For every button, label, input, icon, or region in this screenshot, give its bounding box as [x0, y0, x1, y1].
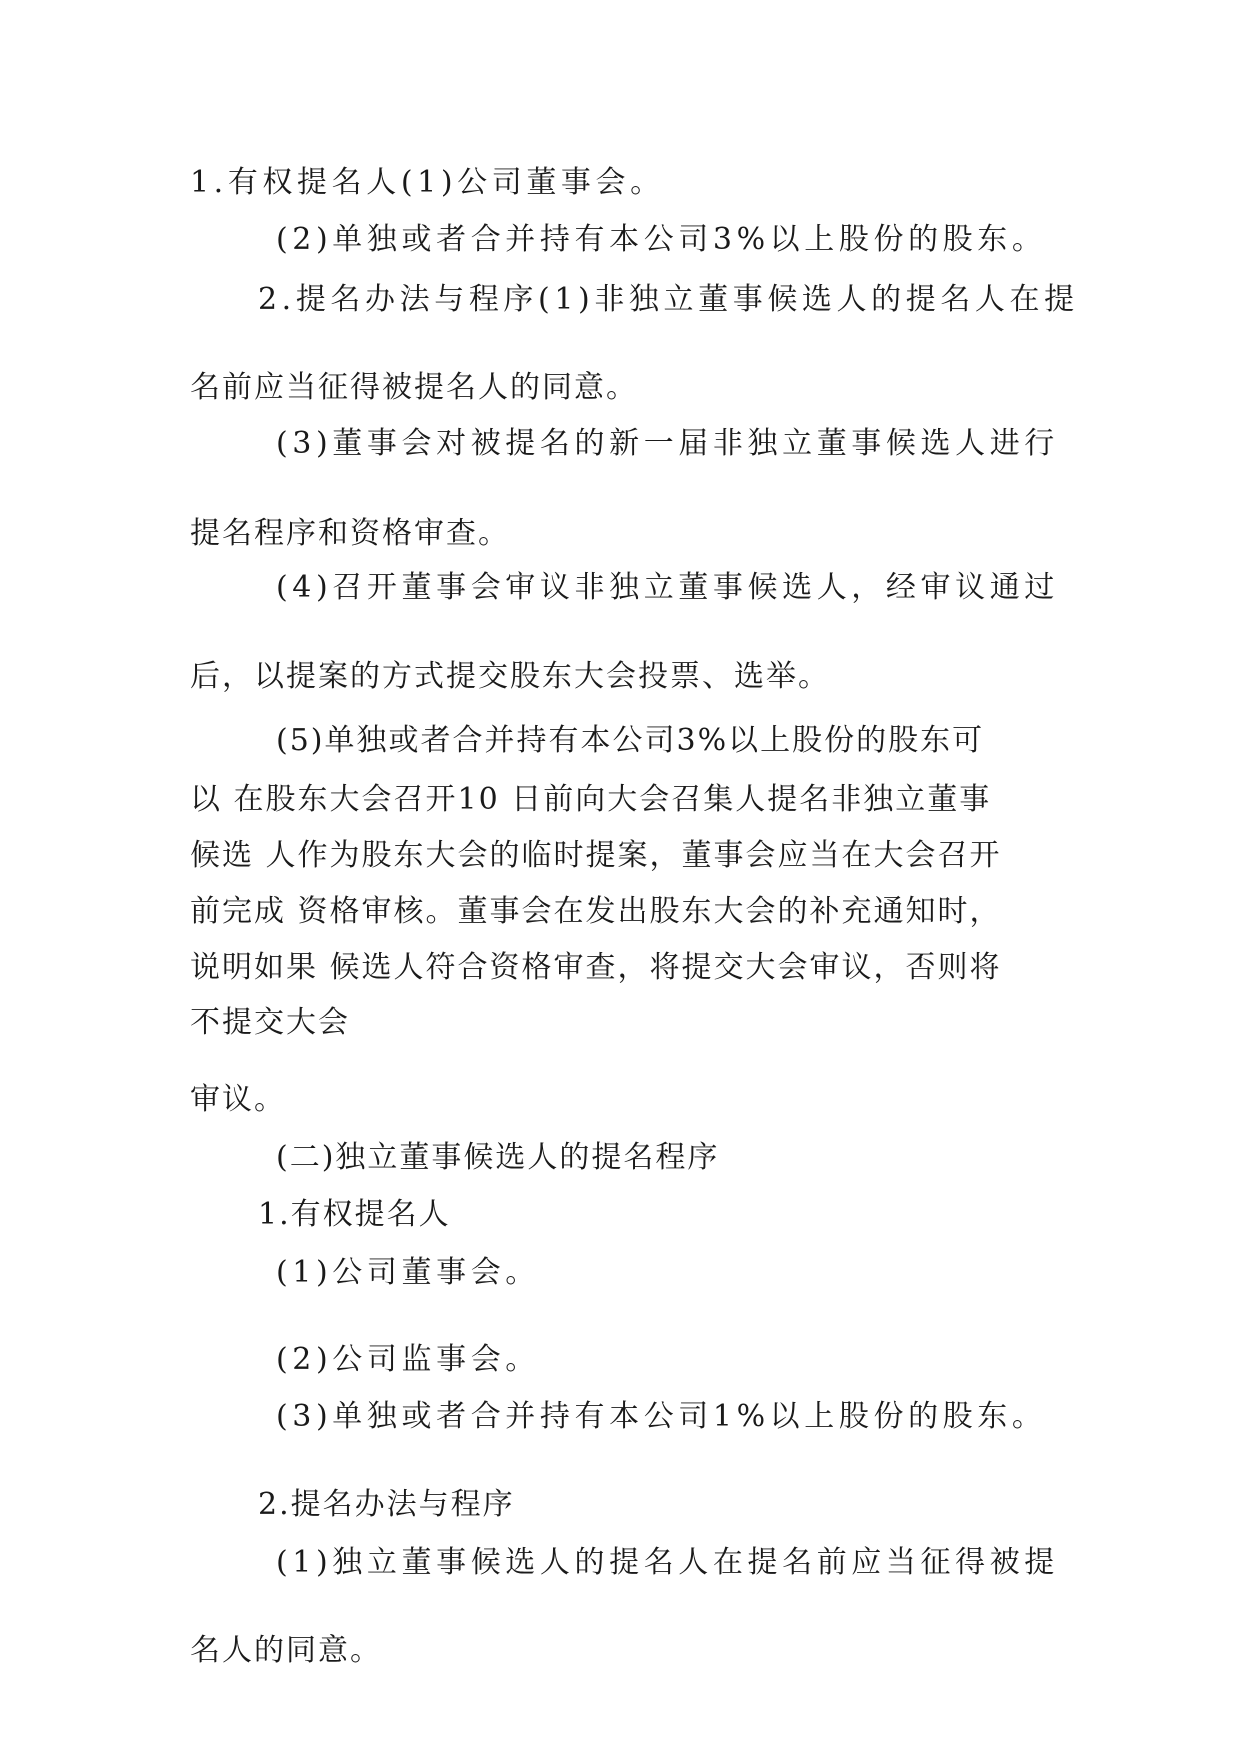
paragraph-line: 2.提名办法与程序(1)非独立董事候选人的提名人在提	[258, 282, 1079, 317]
paragraph-line: (4)召开董事会审议非独立董事候选人，经审议通过	[276, 570, 1059, 605]
paragraph-line: 2.提名办法与程序	[258, 1487, 515, 1522]
paragraph-line: 名人的同意。	[190, 1633, 382, 1668]
section-heading: (二)独立董事候选人的提名程序	[276, 1140, 720, 1175]
paragraph-line: 审议。	[190, 1082, 286, 1117]
paragraph-line: 名前应当征得被提名人的同意。	[190, 370, 638, 405]
paragraph-line: 提名程序和资格审查。	[190, 516, 510, 551]
paragraph-line: 不提交大会	[190, 1005, 350, 1040]
paragraph-line: (1)公司董事会。	[276, 1255, 540, 1290]
paragraph-line: (2)公司监事会。	[276, 1342, 540, 1377]
paragraph-line: (2)单独或者合并持有本公司3%以上股份的股东。	[276, 222, 1047, 257]
paragraph-line: 后，以提案的方式提交股东大会投票、选举。	[190, 659, 830, 694]
paragraph-line: (5)单独或者合并持有本公司3%以上股份的股东可	[276, 723, 985, 758]
paragraph-line: 前完成 资格审核。董事会在发出股东大会的补充通知时，	[190, 894, 1002, 929]
paragraph-line: 候选 人作为股东大会的临时提案，董事会应当在大会召开	[190, 838, 1002, 873]
paragraph-line: 1.有权提名人	[258, 1197, 451, 1232]
paragraph-line: 以 在股东大会召开10 日前向大会召集人提名非独立董事	[190, 782, 992, 817]
paragraph-line: (3)单独或者合并持有本公司1%以上股份的股东。	[276, 1399, 1047, 1434]
paragraph-line: 1.有权提名人(1)公司董事会。	[190, 165, 665, 200]
paragraph-line: (1)独立董事候选人的提名人在提名前应当征得被提	[276, 1545, 1059, 1580]
paragraph-line: (3)董事会对被提名的新一届非独立董事候选人进行	[276, 426, 1059, 461]
paragraph-line: 说明如果 候选人符合资格审查，将提交大会审议，否则将	[190, 950, 1002, 985]
